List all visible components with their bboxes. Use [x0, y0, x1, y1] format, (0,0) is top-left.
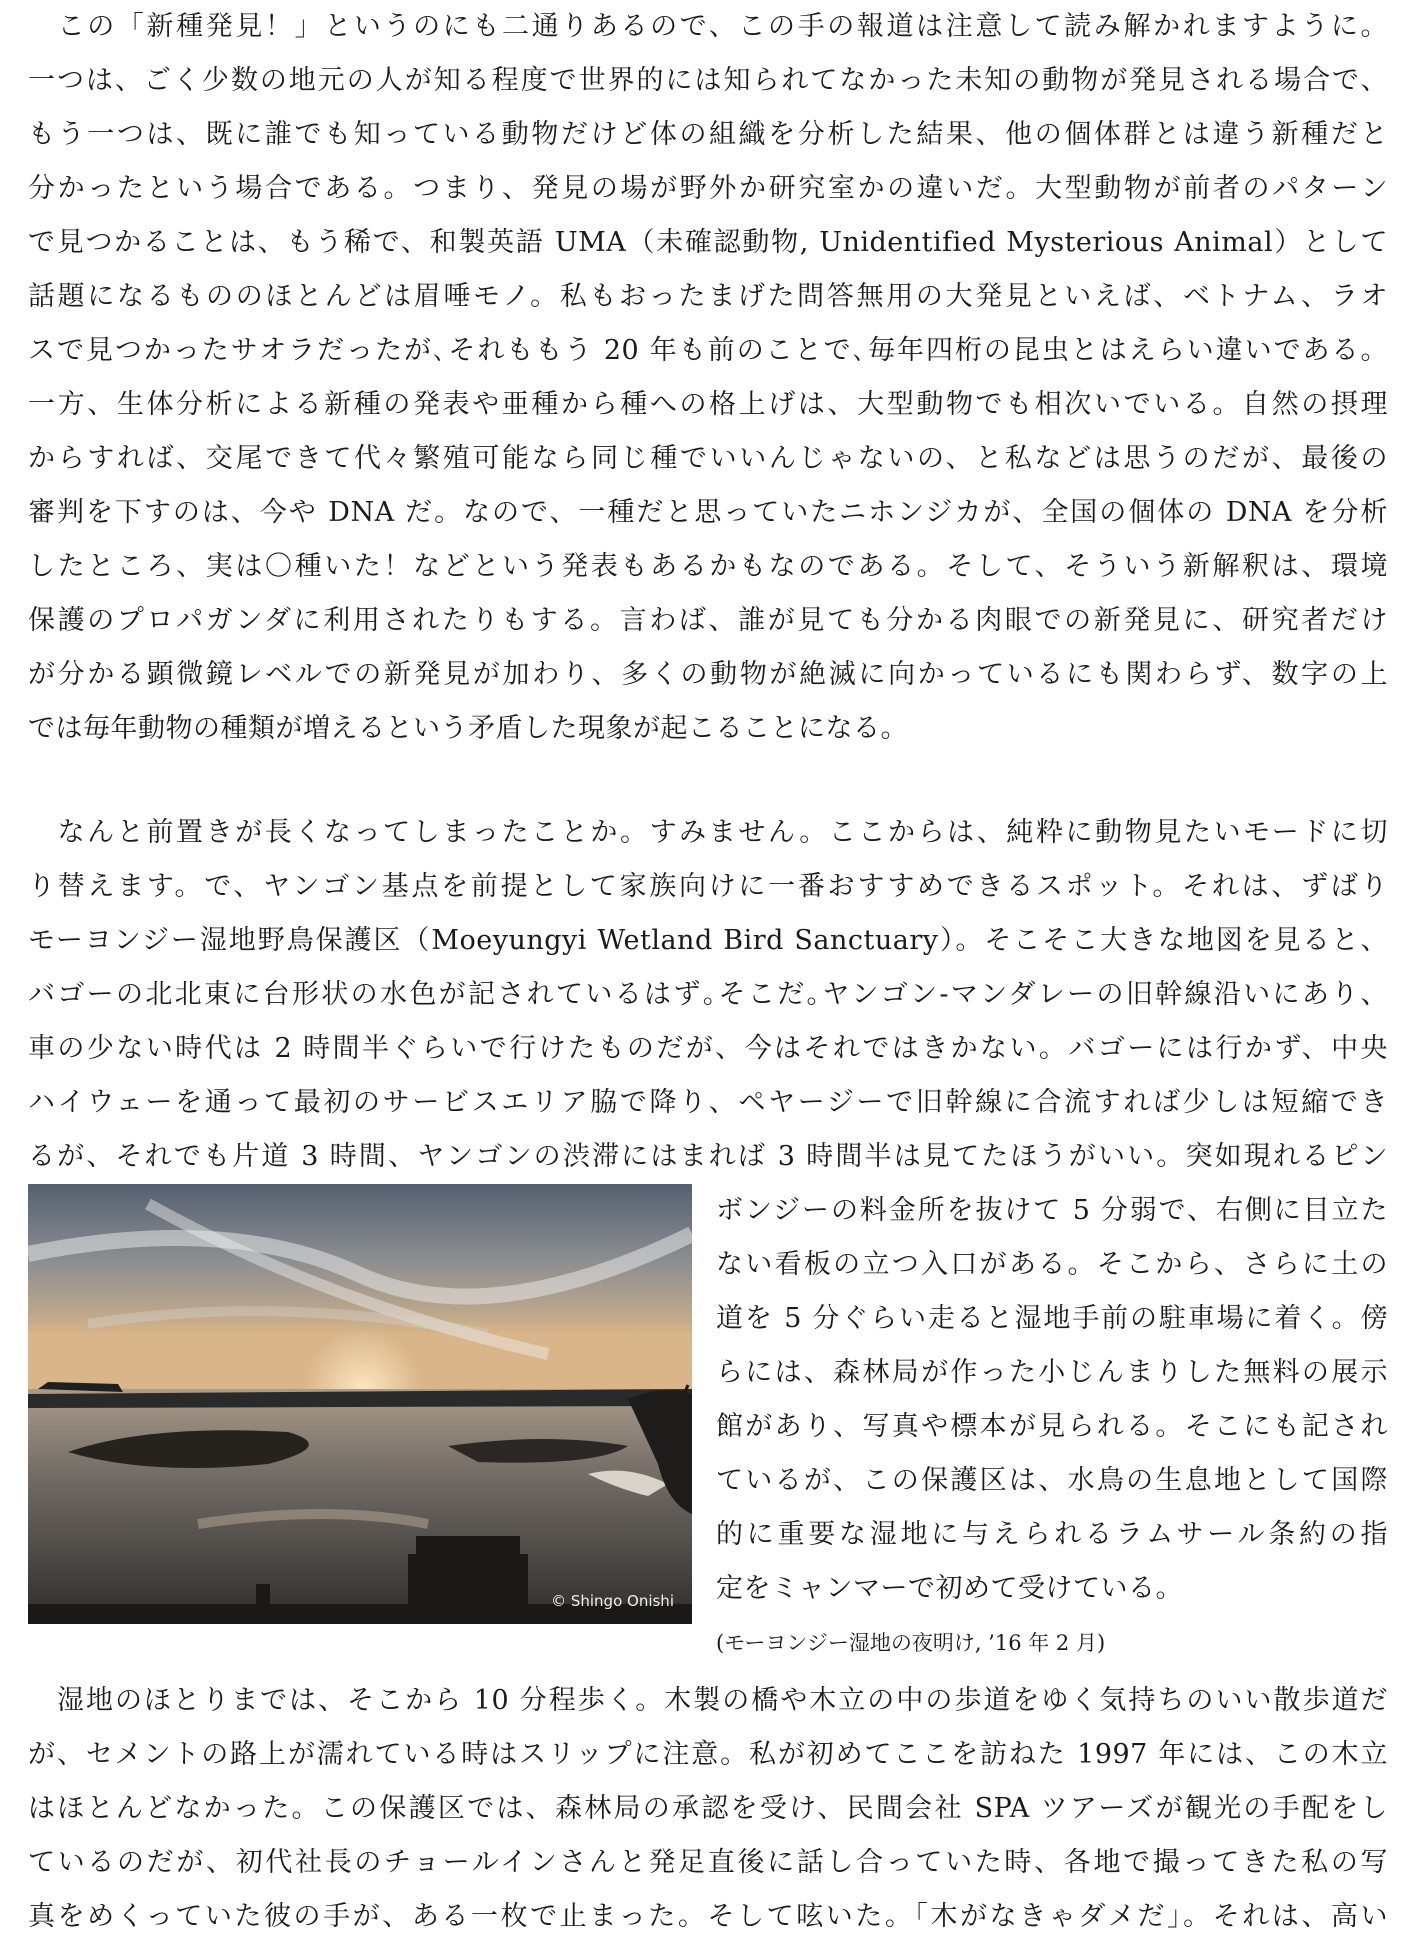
text-line: 道を 5 分ぐらい走ると湿地手前の駐車場に着く。傍 [716, 1303, 1388, 1334]
wetland-dawn-photo [28, 1184, 692, 1624]
text-line: この「新種発見！」というのにも二通りあるので、この手の報道は注意して読み解かれますように。 [28, 11, 1388, 42]
paragraph-spacer [28, 756, 1388, 806]
text-line: ない看板の立つ入口がある。そこから、さらに土の [716, 1249, 1388, 1280]
text-line: 話題になるもののほとんどは眉唾モノ。私もおったまげた問答無用の大発見といえば、ベトナム、ラオ [28, 281, 1388, 312]
photo-caption: (モーヨンジー湿地の夜明け, ’16 年 2 月) [716, 1631, 1106, 1655]
text-line: 保護のプロパガンダに利用されたりもする。言わば、誰が見ても分かる肉眼での新発見に、研究者だけ [28, 605, 1388, 636]
text-line: なんと前置きが長くなってしまったことか。すみません。ここからは、純粋に動物見たいモードに切 [28, 817, 1388, 848]
text-line: ているのだが、初代社長のチョールインさんと発足直後に話し合っていた時、各地で撮ってきた私の写 [28, 1847, 1388, 1878]
text-line: 的に重要な湿地に与えられるラムサール条約の指 [716, 1519, 1388, 1550]
text-line: が、セメントの路上が濡れている時はスリップに注意。私が初めてここを訪ねた 1997 年には、この木立 [28, 1739, 1388, 1770]
text-line: らには、森林局が作った小じんまりした無料の展示 [716, 1357, 1388, 1388]
text-line: ハイウェーを通って最初のサービスエリア脇で降り、ペヤージーで旧幹線に合流すれば少しは短縮でき [28, 1087, 1388, 1118]
text-line: モーヨンジー湿地野鳥保護区（Moeyungyi Wetland Bird Sanctuary）。そこそこ大きな地図を見ると、 [28, 925, 1388, 956]
text-line: るが、それでも片道 3 時間、ヤンゴンの渋滞にはまれば 3 時間半は見てたほうがいい。突如現れるピン [28, 1141, 1388, 1172]
text-line: 定をミャンマーで初めて受けている。 [716, 1573, 1183, 1604]
text-line: バゴーの北北東に台形状の水色が記されているはず｡そこだ｡ヤンゴン-マンダレーの旧幹線沿いにあり、 [28, 979, 1388, 1010]
text-line: が分かる顕微鏡レベルでの新発見が加わり、多くの動物が絶滅に向かっているにも関わらず、数字の上 [28, 659, 1388, 690]
text-line: はほとんどなかった。この保護区では、森林局の承認を受け、民間会社 SPA ツアーズが観光の手配をし [28, 1793, 1388, 1824]
text-line: スで見つかったサオラだったが､それももう 20 年も前のことで､毎年四桁の昆虫とはえらい違いである。 [28, 335, 1388, 366]
text-line: で見つかることは、もう稀で、和製英語 UMA（未確認動物, Unidentified Mysterious Animal）として [28, 227, 1388, 258]
paragraph-2 [28, 806, 1388, 1184]
photo-credit: © Shingo Onishi [551, 1592, 674, 1610]
text-line: 湿地のほとりまでは、そこから 10 分程歩く。木製の橋や木立の中の歩道をゆく気持ちのいい散歩道だ [28, 1685, 1388, 1716]
text-line: 一方、生体分析による新種の発表や亜種から種への格上げは、大型動物でも相次いでいる。自然の摂理 [28, 389, 1388, 420]
article-page [28, 0, 1388, 1944]
paragraph-3 [28, 1674, 1388, 1944]
text-line: 館があり、写真や標本が見られる。そこにも記され [716, 1411, 1388, 1442]
text-line: では毎年動物の種類が増えるという矛盾した現象が起こることになる。 [28, 713, 908, 744]
text-line: 車の少ない時代は 2 時間半ぐらいで行けたものだが、今はそれではきかない。バゴーには行かず、中央 [28, 1033, 1388, 1064]
text-line: 審判を下すのは、今や DNA だ。なので、一種だと思っていたニホンジカが、全国の個体の DNA を分析 [28, 497, 1388, 528]
text-line: もう一つは、既に誰でも知っている動物だけど体の組織を分析した結果、他の個体群とは違う新種だと [28, 119, 1388, 150]
photo-with-text [28, 1184, 1388, 1655]
text-line: ボンジーの料金所を抜けて 5 分弱で、右側に目立た [716, 1195, 1388, 1226]
paragraph-1 [28, 0, 1388, 756]
side-text [716, 1184, 1388, 1670]
text-line: したところ、実は〇種いた！などという発表もあるかもなのである。そして、そういう新解釈は、環境 [28, 551, 1388, 582]
text-line: ているが、この保護区は、水鳥の生息地として国際 [716, 1465, 1388, 1496]
photo-illustration [28, 1184, 692, 1624]
text-line: からすれば、交尾できて代々繁殖可能なら同じ種でいいんじゃないの、と私などは思うのだが、最後の [28, 443, 1388, 474]
text-line: 真をめくっていた彼の手が、ある一枚で止まった。そして呟いた。「木がなきゃダメだ」。それは、高い [28, 1901, 1388, 1932]
text-line: 一つは、ごく少数の地元の人が知る程度で世界的には知られてなかった未知の動物が発見される場合で、 [28, 65, 1388, 96]
text-line: り替えます。で、ヤンゴン基点を前提として家族向けに一番おすすめできるスポット。それは、ずばり [28, 871, 1388, 902]
text-line: 分かったという場合である。つまり、発見の場が野外か研究室かの違いだ。大型動物が前者のパターン [28, 173, 1388, 204]
